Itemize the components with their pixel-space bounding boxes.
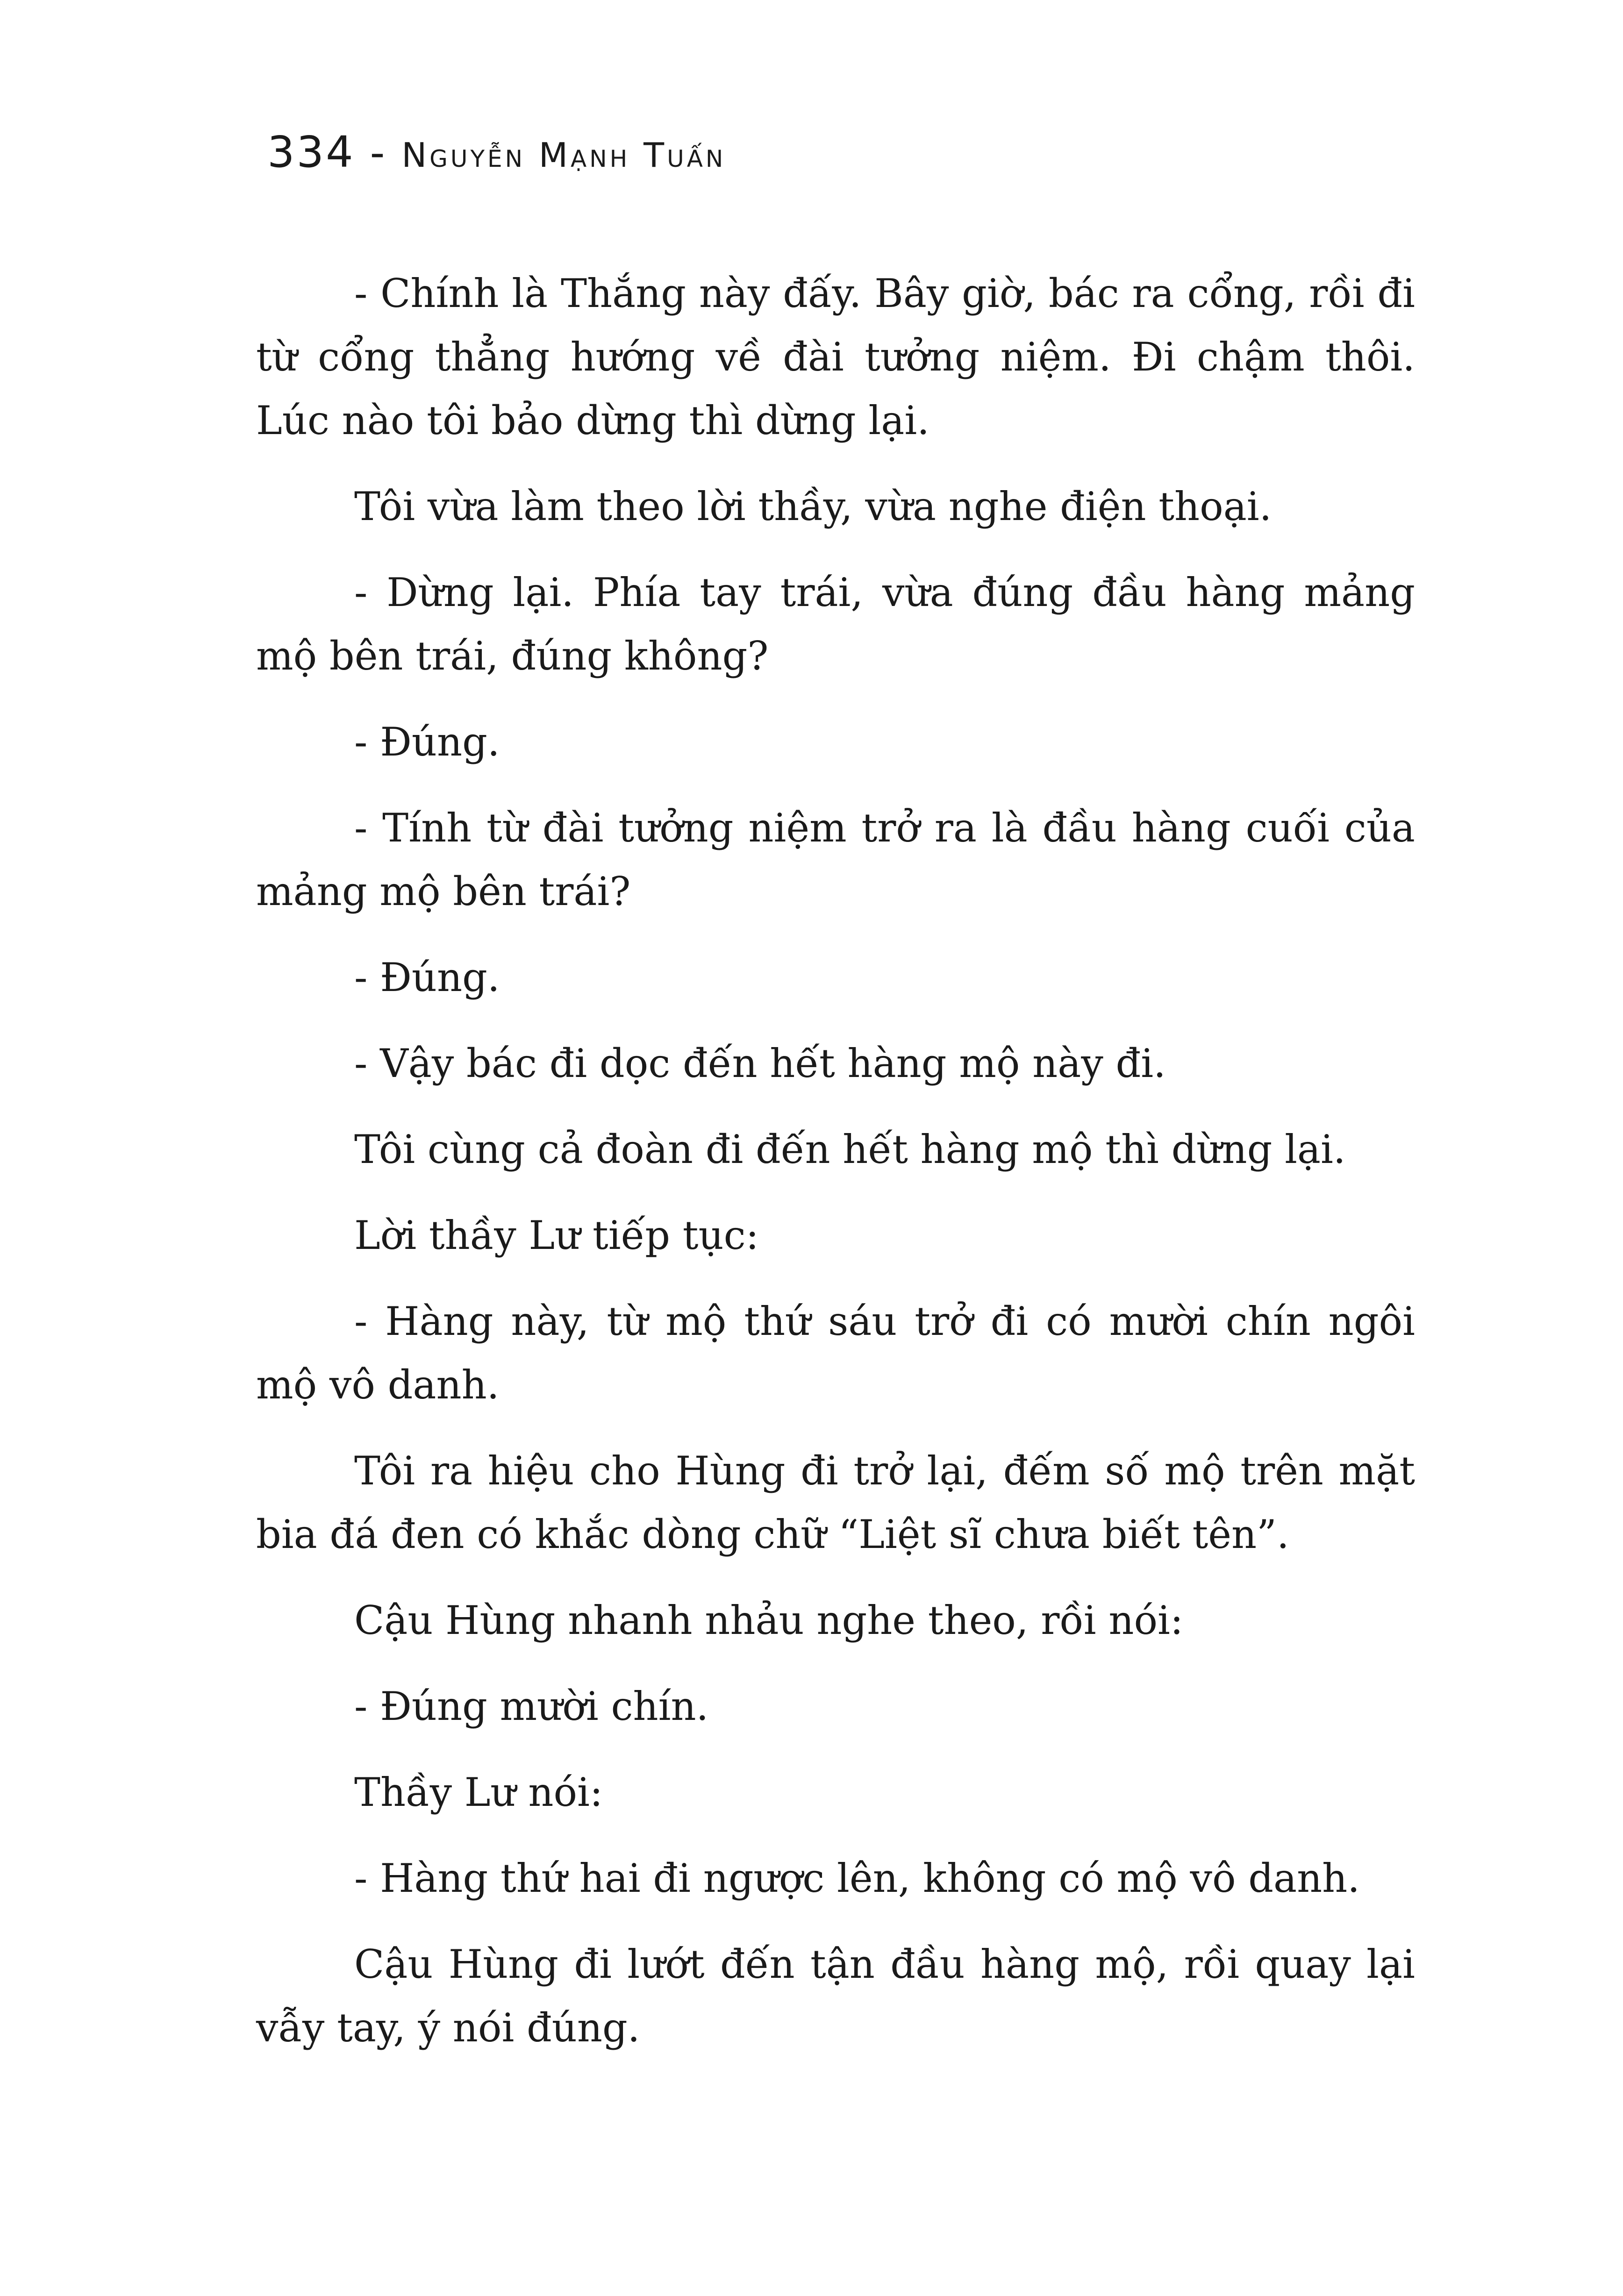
paragraph: Cậu Hùng đi lướt đến tận đầu hàng mộ, rồi quay lại vẫy tay, ý nói đúng.: [256, 1941, 1415, 2051]
paragraph: - Vậy bác đi dọc đến hết hàng mộ này đi.: [354, 1041, 1166, 1086]
paragraph: - Đúng.: [354, 719, 500, 765]
paragraph: Thầy Lư nói:: [354, 1769, 603, 1815]
header-separator: -: [355, 128, 402, 177]
paragraph: - Chính là Thắng này đấy. Bây giờ, bác ra cổng, rồi đi từ cổng thẳng hướng về đài tưởng niệm. Đi chậm thôi. Lúc nào tôi bảo dừng thì dừng lại.: [256, 271, 1415, 443]
paragraph: Tôi vừa làm theo lời thầy, vừa nghe điện thoại.: [354, 484, 1272, 529]
page-number: 334: [267, 127, 355, 177]
paragraph: - Hàng này, từ mộ thứ sáu trở đi có mười chín ngôi mộ vô danh.: [256, 1298, 1415, 1408]
page-body: [256, 262, 1415, 2082]
paragraph: Cậu Hùng nhanh nhảu nghe theo, rồi nói:: [354, 1597, 1184, 1643]
paragraph: Tôi ra hiệu cho Hùng đi trở lại, đếm số mộ trên mặt bia đá đen có khắc dòng chữ “Liệt sĩ chưa biết tên”.: [256, 1448, 1415, 1557]
running-header: [267, 127, 726, 177]
author-name: Nguyễn Mạnh Tuấn: [401, 135, 726, 175]
paragraph: - Dừng lại. Phía tay trái, vừa đúng đầu hàng mảng mộ bên trái, đúng không?: [256, 570, 1415, 679]
paragraph: Tôi cùng cả đoàn đi đến hết hàng mộ thì dừng lại.: [354, 1127, 1346, 1172]
paragraph: - Đúng mười chín.: [354, 1683, 709, 1729]
paragraph: - Hàng thứ hai đi ngược lên, không có mộ vô danh.: [354, 1855, 1360, 1901]
paragraph: - Đúng.: [354, 955, 500, 1000]
paragraph: - Tính từ đài tưởng niệm trở ra là đầu hàng cuối của mảng mộ bên trái?: [256, 805, 1415, 914]
paragraph: Lời thầy Lư tiếp tục:: [354, 1212, 759, 1258]
